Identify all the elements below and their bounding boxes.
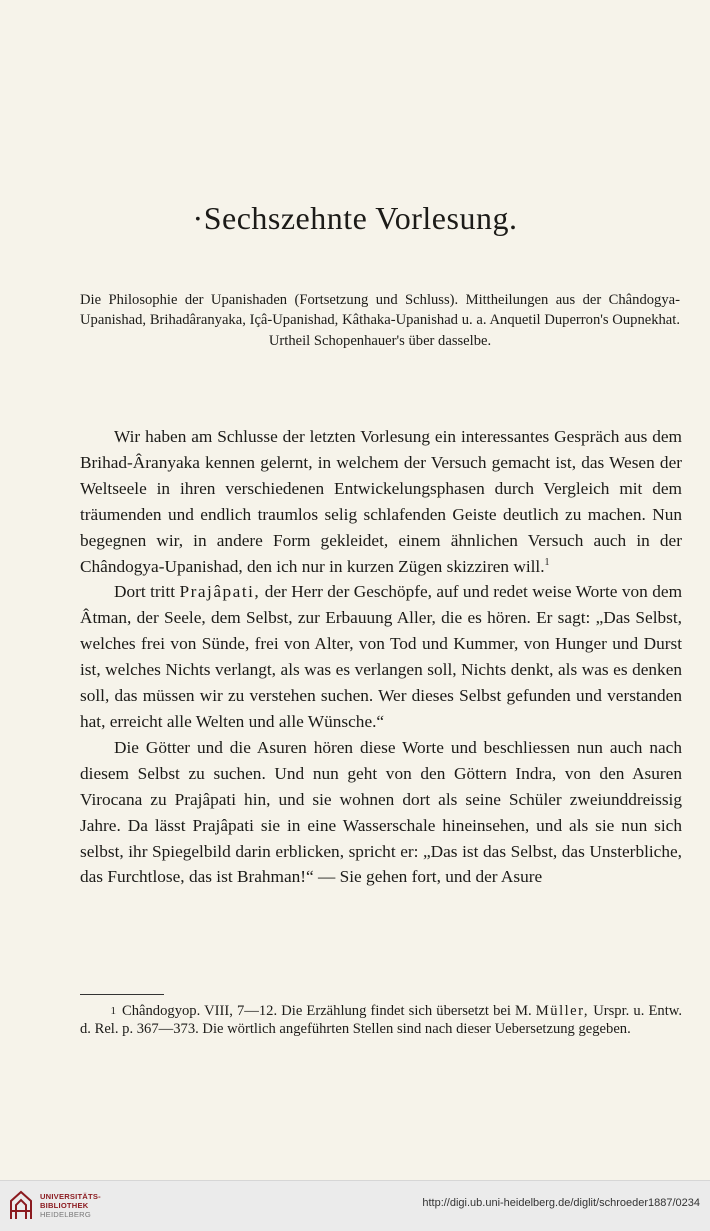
chapter-summary: Die Philosophie der Upanishaden (Fortsetzung und Schluss). Mittheilungen aus der Chândogya-Upanishad, Brihadâranyaka, Içâ-Upanishad, Kâthaka-Upanishad u. a. Anquetil Duperron's Oupnekhat. Urtheil Schopenhauer's über dasselbe. <box>80 292 680 349</box>
library-footer <box>0 1180 710 1231</box>
footnote-text-b: Urspr. u. Entw. d. Rel. p. 367—373. Die wörtlich angeführten Stellen sind nach dieser Uebersetzung gegeben. <box>80 1003 682 1038</box>
paragraph-2-lead: Dort tritt <box>114 582 176 602</box>
library-logo-text <box>40 1192 101 1219</box>
footnote <box>80 1002 682 1038</box>
chapter-title: ·Sechszehnte Vorlesung. <box>192 200 518 236</box>
logo-line-2: BIBLIOTHEK <box>40 1201 89 1210</box>
logo-line-3: HEIDELBERG <box>40 1210 91 1219</box>
library-logo-icon <box>8 1189 34 1221</box>
footnote-author: Müller, <box>535 1003 590 1019</box>
paragraph-1 <box>80 424 682 579</box>
paragraph-2 <box>80 579 682 734</box>
footnote-text-a: Chândogyop. VIII, 7—12. Die Erzählung findet sich übersetzt bei M. <box>122 1003 532 1019</box>
footnote-mark: 1 <box>110 1005 116 1017</box>
logo-line-1: UNIVERSITÄTS- <box>40 1192 101 1201</box>
footnote-divider <box>80 994 164 995</box>
footnote-reference: 1 <box>544 556 550 568</box>
body-text <box>80 424 682 890</box>
page-url-link[interactable]: http://digi.ub.uni-heidelberg.de/diglit/schroeder1887/0234 <box>422 1197 700 1209</box>
paragraph-2-name: Prajâpati, <box>179 582 261 602</box>
paragraph-3: Die Götter und die Asuren hören diese Worte und beschliessen nun auch nach diesem Selbst zu suchen. Und nun geht von den Göttern Indra, von den Asuren Virocana zu Prajâpati hin, und sie wohnen dort als seine Schüler zweiunddreissig Jahre. Da lässt Prajâpati sie in eine Wasserschale hineinsehen, und als sie nun sich selbst, ihr Spiegelbild darin erblicken, spricht er: „Das ist das Selbst, das Unsterbliche, das Furchtlose, das ist Brahman!“ — Sie gehen fort, und der Asure <box>80 737 682 887</box>
paragraph-1-text: Wir haben am Schlusse der letzten Vorlesung ein interessantes Gespräch aus dem Brihad-Âranyaka kennen gelernt, in welchem der Versuch gemacht ist, das Wesen der Weltseele in ihren verschiedenen Entwickelungsphasen durch Vergleich mit dem träumenden und endlich traumlos selig schlafenden Geiste deutlich zu machen. Nun begegnen wir, in andere Form gekleidet, einem ähnlichen Versuch auch in der Chândogya-Upanishad, den ich nur in kurzen Zügen skizziren will. <box>80 427 682 576</box>
paragraph-2-rest: der Herr der Geschöpfe, auf und redet weise Worte von dem Âtman, der Seele, dem Selbst, zur Erbauung Aller, die es hören. Er sagt: „Das Selbst, welches frei von Sünde, frei von Alter, von Tod und Kummer, von Hunger und Durst ist, welches Nichts verlangt, als was es verlangen soll, Nichts denkt, als was es denken soll, das müssen wir zu verstehen suchen. Wer dieses Selbst gefunden und verstanden hat, erreicht alle Welten und alle Wünsche.“ <box>80 582 683 731</box>
